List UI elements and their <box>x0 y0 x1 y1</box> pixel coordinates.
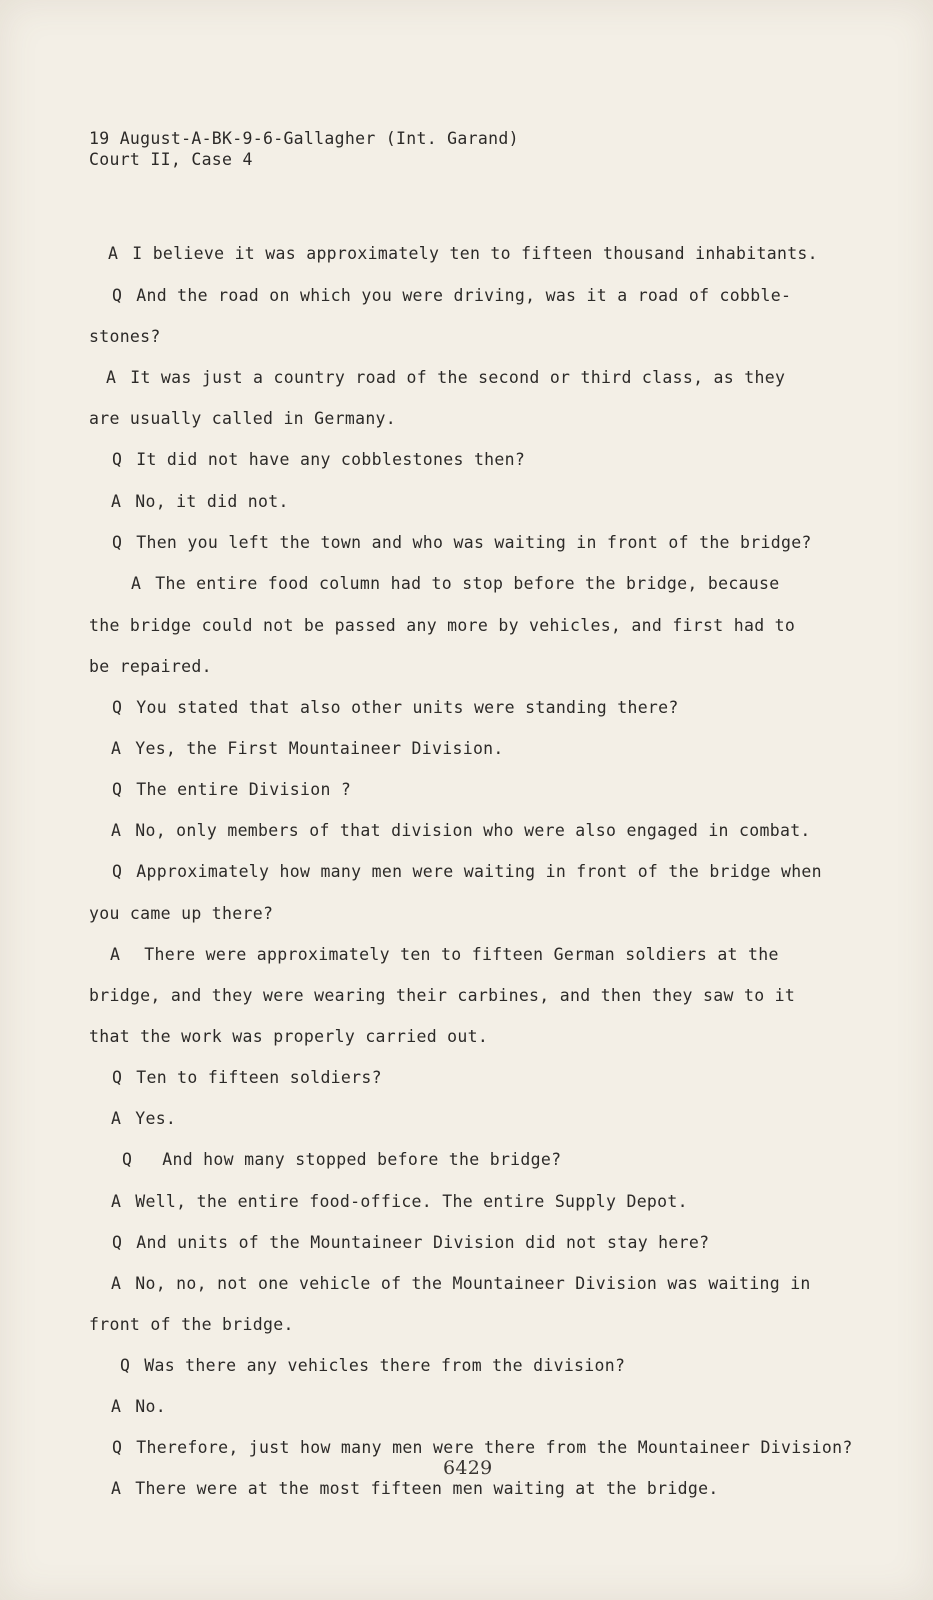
transcript-line <box>89 1315 294 1334</box>
line-text: No, only members of that division who were also engaged in combat. <box>135 821 811 840</box>
transcript-line <box>106 368 785 387</box>
line-text: bridge, and they were wearing their carbines, and then they saw to it <box>89 986 796 1005</box>
speaker-label: Q <box>112 1233 123 1252</box>
line-text: You stated that also other units were standing there? <box>136 698 679 717</box>
speaker-label: Q <box>112 1438 123 1457</box>
transcript-line <box>89 616 795 635</box>
line-text: Approximately how many men were waiting in front of the bridge when <box>136 862 822 881</box>
document-header <box>89 128 519 170</box>
line-text: Yes, the First Mountaineer Division. <box>135 739 504 758</box>
line-text: Well, the entire food-office. The entire Supply Depot. <box>135 1192 688 1211</box>
speaker-label: Q <box>112 533 123 552</box>
transcript-line <box>112 533 812 552</box>
transcript-line <box>89 904 273 923</box>
line-text: Then you left the town and who was waiting in front of the bridge? <box>136 533 812 552</box>
line-text: The entire food column had to stop before the bridge, because <box>155 574 780 593</box>
line-text: Ten to fifteen soldiers? <box>136 1068 382 1087</box>
speaker-label: A <box>111 739 122 758</box>
line-text: No, it did not. <box>135 492 289 511</box>
transcript-line <box>89 409 396 428</box>
line-text: the bridge could not be passed any more by vehicles, and first had to <box>89 616 796 635</box>
speaker-label: Q <box>112 1068 123 1087</box>
transcript-line <box>112 1068 382 1087</box>
line-text: And units of the Mountaineer Division did not stay here? <box>136 1233 710 1252</box>
transcript-line <box>111 1192 688 1211</box>
line-text: stones? <box>89 327 161 346</box>
line-text: No. <box>135 1397 166 1416</box>
transcript-line <box>111 821 811 840</box>
speaker-label: A <box>108 244 119 263</box>
transcript-line <box>89 986 795 1005</box>
speaker-label: Q <box>112 862 123 881</box>
speaker-label: Q <box>122 1150 133 1169</box>
transcript-line <box>112 780 351 799</box>
line-text: I believe it was approximately ten to fifteen thousand inhabitants. <box>132 244 818 263</box>
line-text: There were approximately ten to fifteen German soldiers at the <box>144 945 779 964</box>
transcript-line <box>111 739 504 758</box>
speaker-label: Q <box>112 450 123 469</box>
transcript-line <box>111 1479 719 1498</box>
header-date-line: 19 August-A-BK-9-6-Gallagher (Int. Garand) <box>89 129 519 148</box>
speaker-label: A <box>111 821 122 840</box>
transcript-line <box>112 1438 853 1457</box>
speaker-label: A <box>111 1192 122 1211</box>
transcript-line <box>131 574 780 593</box>
transcript-line <box>111 1109 176 1128</box>
speaker-label: Q <box>120 1356 131 1375</box>
transcript-line <box>110 945 779 964</box>
speaker-label: A <box>110 945 121 964</box>
transcript-line <box>112 1233 709 1252</box>
line-text: Was there any vehicles there from the division? <box>144 1356 626 1375</box>
line-text: Yes. <box>135 1109 177 1128</box>
speaker-label: A <box>111 492 122 511</box>
page-number: 6429 <box>443 1457 493 1479</box>
line-text: No, no, not one vehicle of the Mountaineer Division was waiting in <box>135 1274 811 1293</box>
transcript-line <box>89 1027 488 1046</box>
line-text: be repaired. <box>89 657 212 676</box>
line-text: that the work was properly carried out. <box>89 1027 489 1046</box>
line-text: It was just a country road of the second or third class, as they <box>130 368 786 387</box>
speaker-label: A <box>131 574 142 593</box>
transcript-line <box>108 244 818 263</box>
line-text: There were at the most fifteen men waiting at the bridge. <box>135 1479 719 1498</box>
transcript-line <box>89 657 212 676</box>
transcript-line <box>112 862 822 881</box>
transcript-line <box>89 327 161 346</box>
speaker-label: A <box>111 1274 122 1293</box>
transcript-line <box>111 1397 166 1416</box>
speaker-label: A <box>111 1109 122 1128</box>
line-text: The entire Division ? <box>136 780 352 799</box>
line-text: front of the bridge. <box>89 1315 294 1334</box>
line-text: you came up there? <box>89 904 274 923</box>
transcript-line <box>120 1356 625 1375</box>
line-text: And how many stopped before the bridge? <box>162 1150 562 1169</box>
line-text: are usually called in Germany. <box>89 409 397 428</box>
transcript-line <box>112 286 791 305</box>
speaker-label: A <box>111 1397 122 1416</box>
line-text: And the road on which you were driving, was it a road of cobble- <box>136 286 792 305</box>
header-court-line: Court II, Case 4 <box>89 150 253 169</box>
transcript-line <box>112 450 525 469</box>
speaker-label: A <box>106 368 117 387</box>
speaker-label: A <box>111 1479 122 1498</box>
speaker-label: Q <box>112 698 123 717</box>
transcript-line <box>112 698 679 717</box>
line-text: It did not have any cobblestones then? <box>136 450 526 469</box>
transcript-line <box>111 492 289 511</box>
transcript-line <box>122 1150 561 1169</box>
speaker-label: Q <box>112 780 123 799</box>
transcript-line <box>111 1274 811 1293</box>
speaker-label: Q <box>112 286 123 305</box>
line-text: Therefore, just how many men were there from the Mountaineer Division? <box>136 1438 853 1457</box>
